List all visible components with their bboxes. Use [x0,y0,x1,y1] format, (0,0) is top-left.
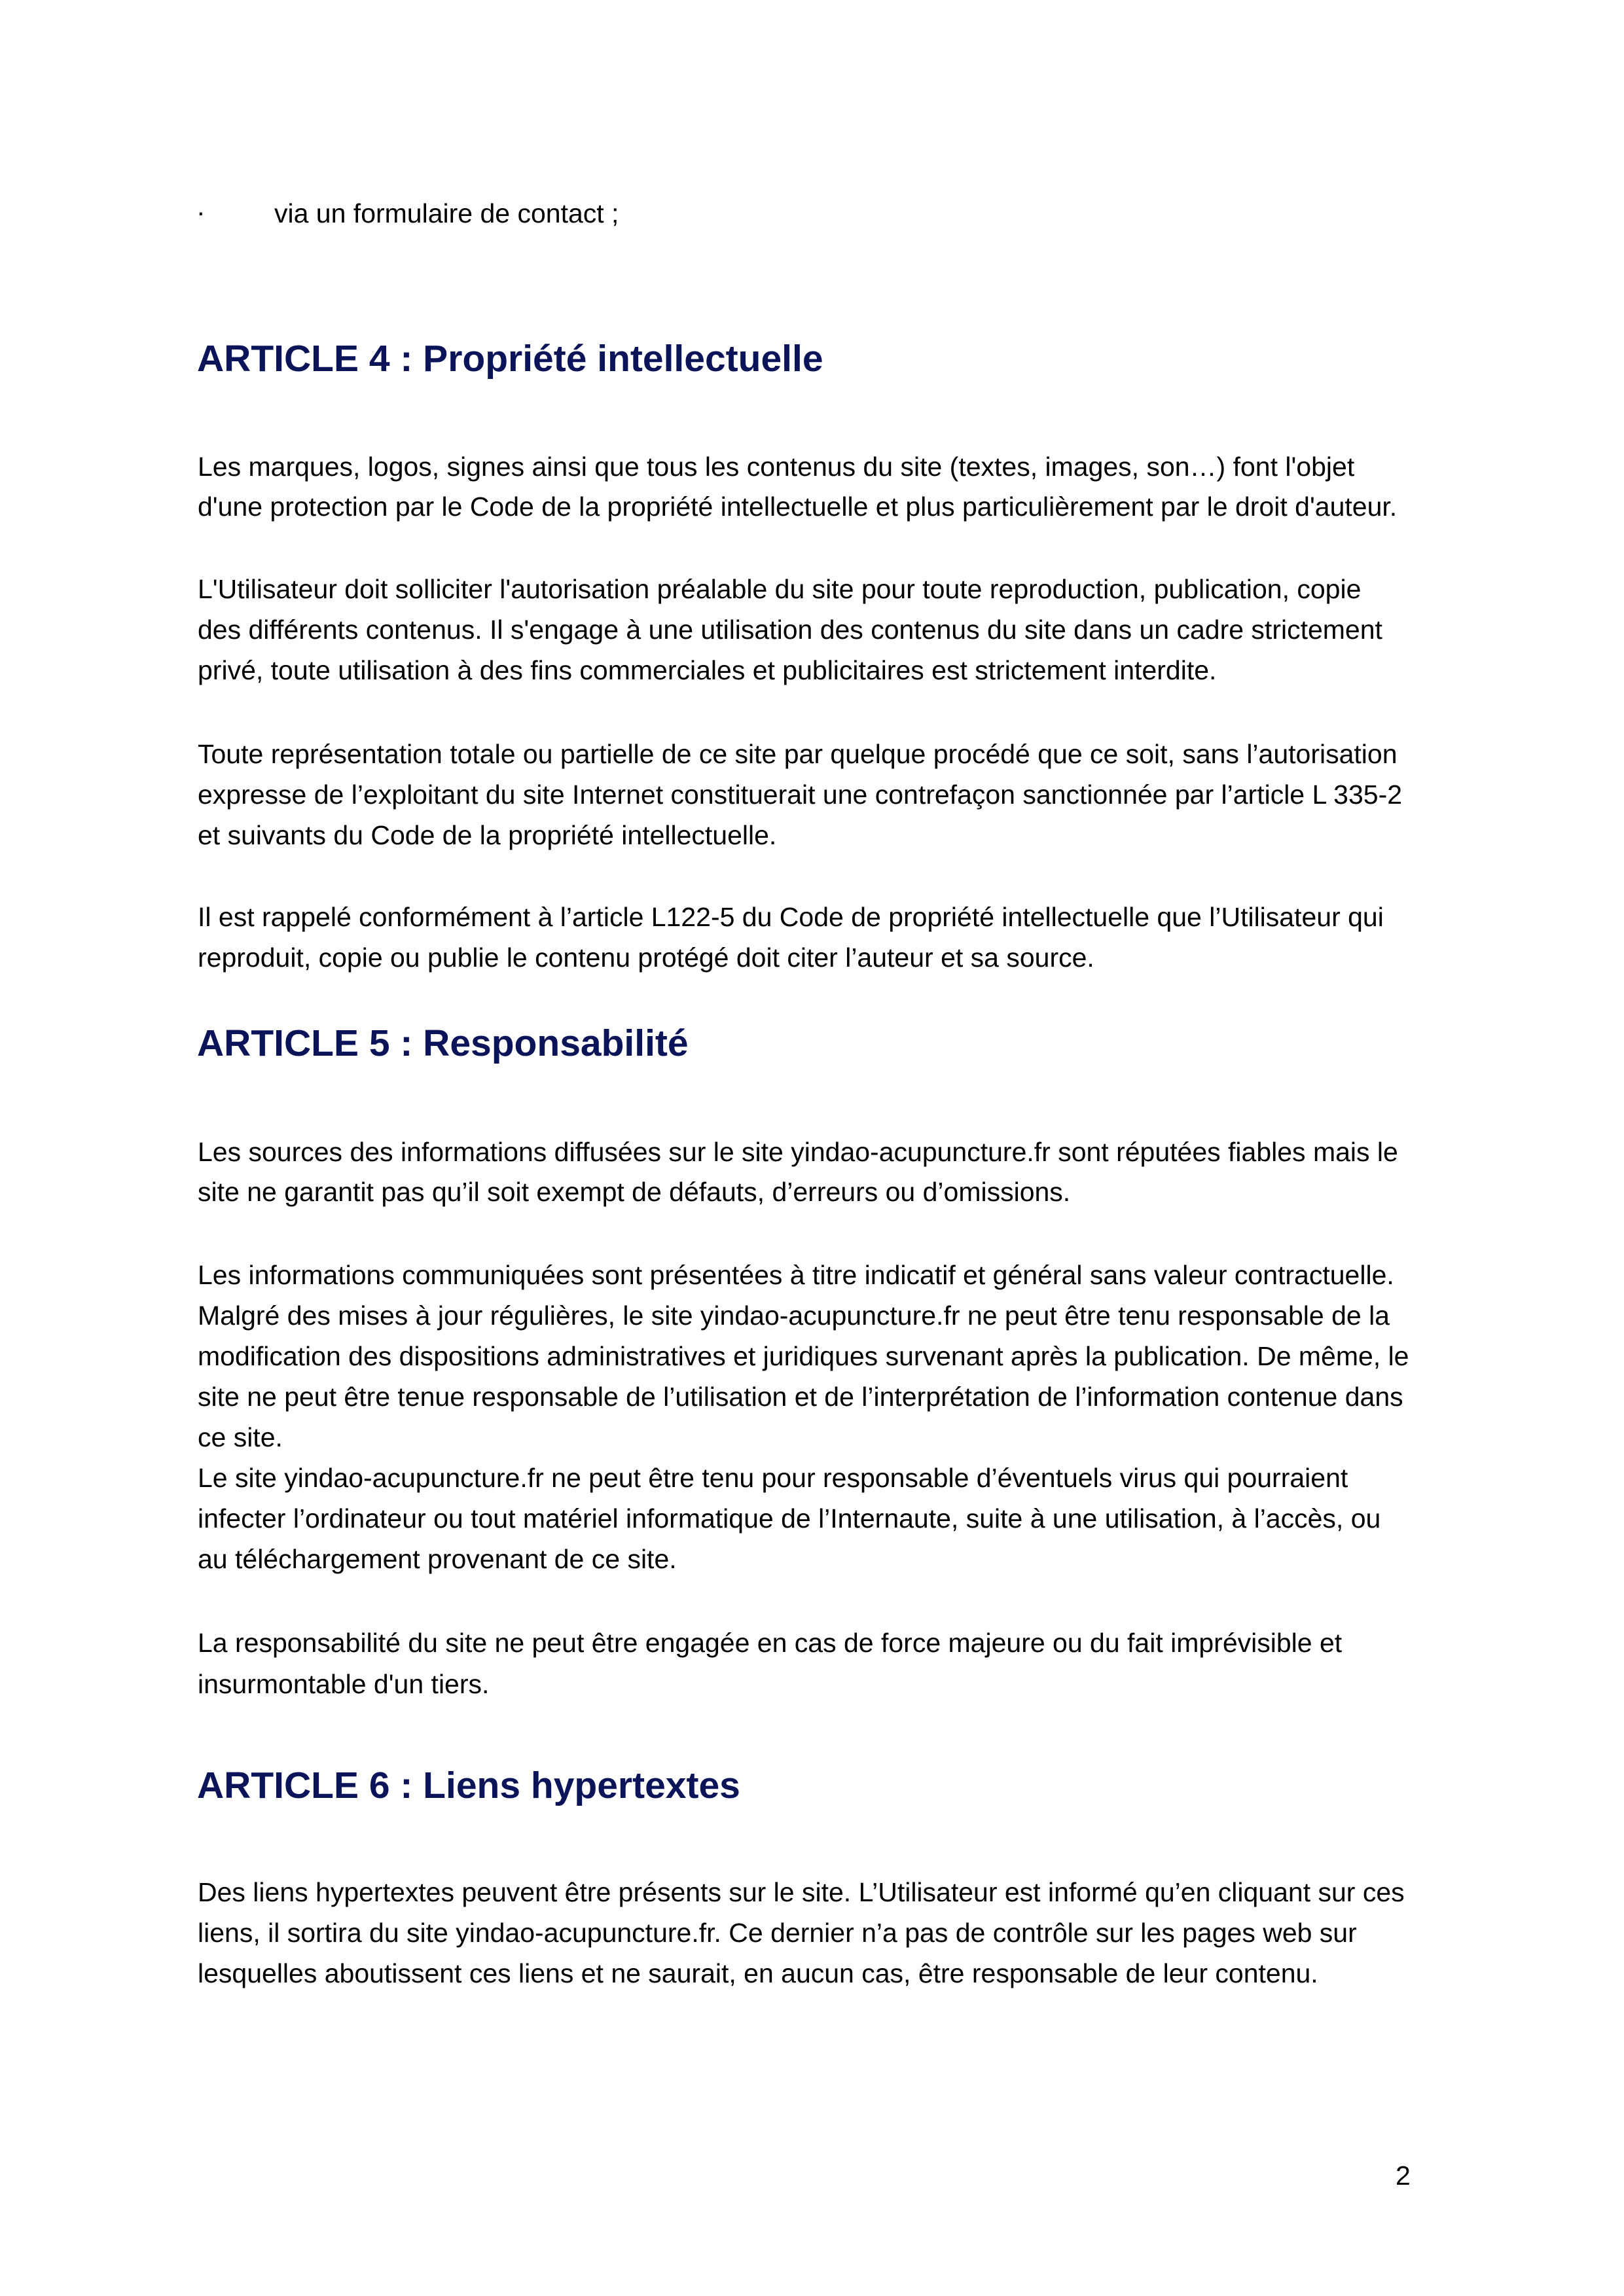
text-line: ce site. [198,1422,283,1452]
text-line: Toute représentation totale ou partielle de ce site par quelque procédé que ce soit, sans l’autorisation [198,739,1398,769]
text-line: site ne peut être tenue responsable de l’utilisation et de l’interprétation de l’information contenue dans [198,1382,1403,1412]
text-line: d'une protection par le Code de la propriété intellectuelle et plus particulièrement par le droit d'auteur. [198,492,1398,522]
text-line: L'Utilisateur doit solliciter l'autorisation préalable du site pour toute reproduction, publication, copie [198,574,1362,604]
article-4-heading: ARTICLE 4 : Propriété intellectuelle [197,338,823,380]
text-line: liens, il sortira du site yindao-acupuncture.fr. Ce dernier n’a pas de contrôle sur les pages web sur [198,1918,1357,1948]
text-line: privé, toute utilisation à des fins commerciales et publicitaires est strictement interdite. [198,655,1217,685]
text-line: Le site yindao-acupuncture.fr ne peut être tenu pour responsable d’éventuels virus qui pourraient [198,1463,1348,1493]
article-5-heading: ARTICLE 5 : Responsabilité [197,1022,689,1064]
bullet-item-text: via un formulaire de contact ; [274,198,619,228]
text-line: reproduit, copie ou publie le contenu protégé doit citer l’auteur et sa source. [198,942,1094,973]
text-line: insurmontable d'un tiers. [198,1669,490,1699]
text-line: au téléchargement provenant de ce site. [198,1544,677,1574]
text-line: site ne garantit pas qu’il soit exempt de défauts, d’erreurs ou d’omissions. [198,1177,1071,1207]
bullet-icon: · [196,197,206,227]
text-line: Des liens hypertextes peuvent être présents sur le site. L’Utilisateur est informé qu’en cliquant sur ces [198,1877,1405,1907]
text-line: lesquelles aboutissent ces liens et ne saurait, en aucun cas, être responsable de leur contenu. [198,1958,1318,1988]
text-line: des différents contenus. Il s'engage à une utilisation des contenus du site dans un cadre strictement [198,615,1382,645]
text-line: La responsabilité du site ne peut être engagée en cas de force majeure ou du fait imprévisible et [198,1628,1343,1658]
text-line: expresse de l’exploitant du site Internet constituerait une contrefaçon sanctionnée par l’article L 335-2 [198,780,1403,810]
text-line: modification des dispositions administratives et juridiques survenant après la publication. De même, le [198,1341,1409,1371]
text-line: Il est rappelé conformément à l’article L122-5 du Code de propriété intellectuelle que l’Utilisateur qui [198,902,1384,932]
text-line: infecter l’ordinateur ou tout matériel informatique de l’Internaute, suite à une utilisation, à l’accès, ou [198,1503,1381,1534]
text-line: et suivants du Code de la propriété intellectuelle. [198,820,777,850]
article-6-heading: ARTICLE 6 : Liens hypertextes [197,1765,740,1806]
text-line: Les sources des informations diffusées sur le site yindao-acupuncture.fr sont réputées fiables mais le [198,1137,1398,1167]
text-line: Les marques, logos, signes ainsi que tous les contenus du site (textes, images, son…) font l'objet [198,452,1355,482]
text-line: Malgré des mises à jour régulières, le site yindao-acupuncture.fr ne peut être tenu responsable de la [198,1300,1390,1331]
text-line: Les informations communiquées sont présentées à titre indicatif et général sans valeur contractuelle. [198,1260,1394,1290]
page-number: 2 [1396,2161,1411,2191]
